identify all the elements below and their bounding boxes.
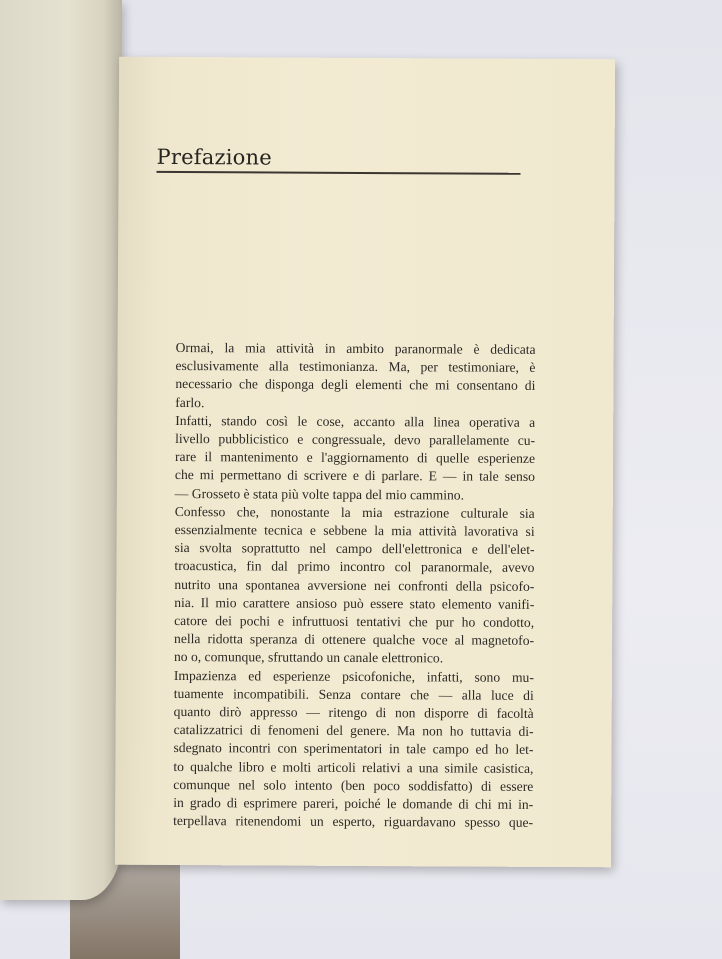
text-line: essenzialmente tecnica e sebbene la mia attività lavorativa si: [174, 522, 535, 539]
title-underline: [157, 171, 521, 175]
text-line: comunque nel solo intento (ben poco soddisfatto) di essere: [173, 776, 534, 794]
text-line: — Grosseto è stata più volte tappa del mio cammino.: [174, 485, 465, 503]
text-line: troacustica, fin dal primo incontro col paranormale, avevo: [174, 558, 535, 576]
page-title: Prefazione: [156, 144, 272, 170]
paragraph: [154, 503, 535, 669]
text-line: catalizzatrici di fenomeni del genere. Ma non ho tuttavia di-: [173, 722, 534, 740]
text-line: Impazienza ed esperienze psicofoniche, infatti, sono mu-: [173, 667, 534, 685]
text-line: rare il mantenimento e l'aggiornamento di quelle esperienze: [174, 449, 536, 467]
text-line: quanto dirò appresso — ritengo di non disporre di facoltà: [173, 704, 534, 721]
text-line: Confesso che, nonostante la mia estrazione culturale sia: [174, 503, 535, 521]
text-line: tuamente incompatibili. Senza contare che — alla luce di: [173, 685, 534, 703]
book-page: [115, 57, 615, 868]
body-text: [153, 339, 536, 832]
text-line: che mi permettano di scrivere e di parlare. E — in tale senso: [174, 467, 535, 485]
text-line: sdegnato incontri con sperimentatori in tale campo ed ho let-: [173, 740, 534, 758]
text-line: nia. Il mio carattere ansioso può essere stato elemento vanifi-: [174, 594, 535, 612]
text-line: no o, comunque, sfruttando un canale elettronico.: [173, 649, 444, 666]
text-line: nella ridotta speranza di ottenere qualche voce al magnetofo-: [174, 631, 535, 649]
paragraph: [155, 412, 535, 505]
paragraph: [155, 339, 535, 414]
text-line: nutrito una spontanea avversione nei confronti della psicofo-: [174, 576, 535, 594]
text-line: sia svolta soprattutto nel campo dell'elettronica e dell'elet-: [174, 540, 535, 558]
text-line: necessario che disponga degli elementi che mi consentano di: [175, 376, 536, 394]
text-line: livello pubblicistico e congressuale, devo parallelamente cu-: [175, 431, 536, 448]
text-line: esclusivamente alla testimonianza. Ma, per testimoniare, è: [175, 358, 536, 376]
text-line: Infatti, stando così le cose, accanto alla linea operativa a: [175, 412, 536, 430]
paragraph: [153, 667, 534, 833]
text-line: in grado di esprimere pareri, poiché le domande di chi mi in-: [173, 795, 534, 812]
text-line: Ormai, la mia attività in ambito paranormale è dedicata: [175, 340, 536, 357]
text-line: catore dei pochi e infruttuosi tentativi che pur ho condotto,: [174, 613, 535, 630]
text-line: terpellava ritenendomi un esperto, riguardavano spesso que-: [173, 813, 534, 831]
text-line: to qualche libro e molti articoli relativi a una simile casistica,: [173, 758, 534, 776]
text-line: farlo.: [175, 394, 205, 410]
left-book-page: [0, 0, 122, 900]
